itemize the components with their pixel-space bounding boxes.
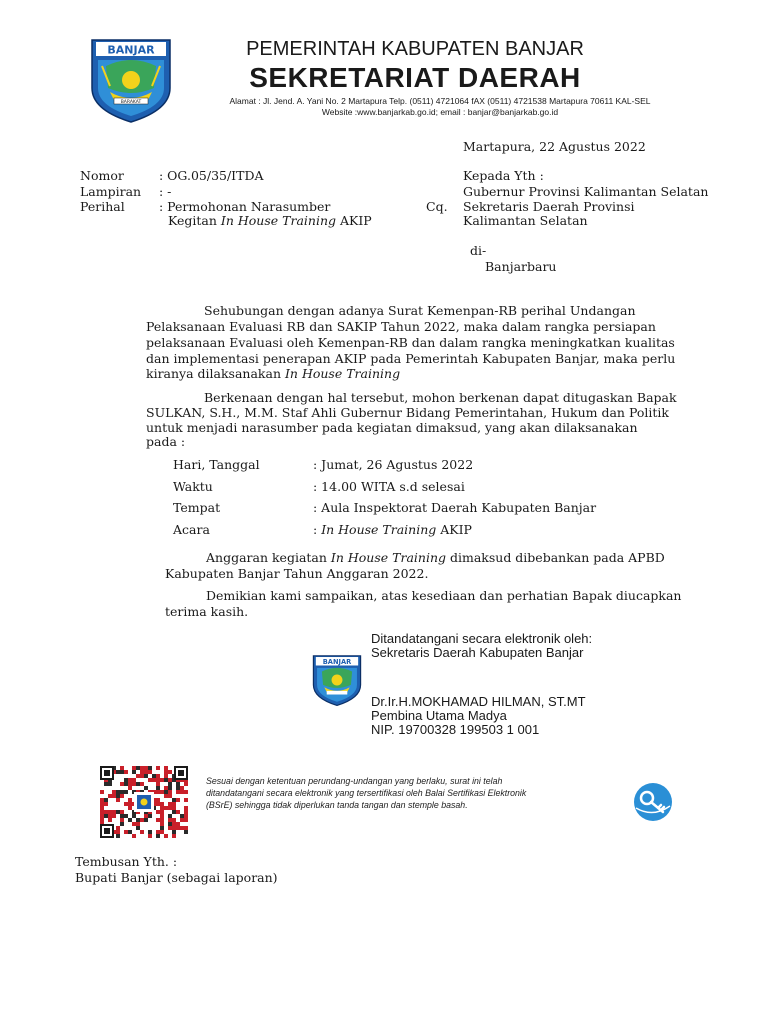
paragraph-2-line2: SULKAN, S.H., M.M. Staf Ahli Gubernur Bidang Pemerintahan, Hukum dan Politik bbox=[146, 405, 669, 420]
nomor-value: : OG.05/35/ITDA bbox=[159, 168, 264, 183]
letter-date: Martapura, 22 Agustus 2022 bbox=[463, 139, 646, 154]
header-government-name: PEMERINTAH KABUPATEN BANJAR bbox=[246, 38, 584, 60]
recipient-place: Banjarbaru bbox=[485, 259, 557, 274]
nomor-label: Nomor bbox=[80, 168, 124, 183]
recipient-line2: Sekretaris Daerah Provinsi bbox=[463, 199, 635, 214]
perihal-value-line2: Kegitan In House Training AKIP bbox=[168, 213, 372, 228]
paragraph-3-line1: Anggaran kegiatan In House Training dimaksud dibebankan pada APBD bbox=[206, 550, 665, 565]
schedule-value-date: : Jumat, 26 Agustus 2022 bbox=[313, 457, 474, 472]
paragraph-1-line3: pelaksanaan Evaluasi oleh Kemenpan-RB dan dalam rangka meningkatkan kualitas bbox=[146, 335, 675, 350]
paragraph-3-line2: Kabupaten Banjar Tahun Anggaran 2022. bbox=[165, 566, 429, 581]
header-address: Alamat : Jl. Jend. A. Yani No. 2 Martapura Telp. (0511) 4721064 fAX (0511) 4721538 Martapura 70611 KAL-SEL bbox=[229, 96, 651, 106]
signature-emblem-title: BANJAR bbox=[322, 657, 352, 666]
perihal-value-line1: : Permohonan Narasumber bbox=[159, 199, 331, 214]
schedule-label-time: Waktu bbox=[173, 479, 213, 494]
bsre-logo-icon bbox=[630, 782, 676, 822]
tembusan-item: Bupati Banjar (sebagai laporan) bbox=[75, 870, 278, 885]
signature-line2: Sekretaris Daerah Kabupaten Banjar bbox=[371, 645, 584, 660]
paragraph-4-line2: terima kasih. bbox=[165, 604, 249, 619]
tembusan-title: Tembusan Yth. : bbox=[75, 854, 178, 869]
paragraph-1-line4: dan implementasi penerapan AKIP pada Pemerintah Kabupaten Banjar, maka perlu bbox=[146, 351, 676, 366]
recipient-cq: Cq. bbox=[426, 199, 448, 214]
signature-line1: Ditandatangani secara elektronik oleh: bbox=[371, 631, 593, 646]
signer-name: Dr.Ir.H.MOKHAMAD HILMAN, ST.MT bbox=[371, 694, 586, 709]
signature-emblem bbox=[311, 648, 363, 712]
recipient-line3: Kalimantan Selatan bbox=[463, 213, 588, 228]
qr-code[interactable] bbox=[100, 766, 188, 838]
paragraph-2-line1: Berkenaan dengan hal tersebut, mohon berkenan dapat ditugaskan Bapak bbox=[204, 390, 677, 405]
paragraph-4-line1: Demikian kami sampaikan, atas kesediaan dan perhatian Bapak diucapkan bbox=[206, 588, 682, 603]
header-website: Website :www.banjarkab.go.id; email : banjar@banjarkab.go.id bbox=[321, 107, 559, 117]
notice-line1: Sesuai dengan ketentuan perundang-undangan yang berlaku, surat ini telah bbox=[206, 776, 503, 786]
signer-rank: Pembina Utama Madya bbox=[371, 708, 507, 723]
schedule-value-place: : Aula Inspektorat Daerah Kabupaten Banjar bbox=[313, 500, 597, 515]
recipient-line1: Gubernur Provinsi Kalimantan Selatan bbox=[463, 184, 709, 199]
recipient-di: di- bbox=[470, 243, 487, 258]
schedule-label-event: Acara bbox=[173, 522, 210, 537]
header-office-name: SEKRETARIAT DAERAH bbox=[249, 62, 581, 93]
notice-line3: (BSrE) sehingga tidak diperlukan tanda tangan dan stemple basah. bbox=[206, 800, 468, 810]
lampiran-label: Lampiran bbox=[80, 184, 142, 199]
schedule-value-event: : In House Training AKIP bbox=[313, 522, 472, 537]
emblem-title: BANJAR bbox=[107, 43, 155, 57]
notice-line2: ditandatangani secara elektronik yang tersertifikasi oleh Balai Sertifikasi Elektronik bbox=[206, 788, 527, 798]
schedule-label-date: Hari, Tanggal bbox=[173, 457, 260, 472]
paragraph-1-line1: Sehubungan dengan adanya Surat Kemenpan-RB perihal Undangan bbox=[204, 303, 636, 318]
paragraph-2-line3: untuk menjadi narasumber pada kegiatan dimaksud, yang akan dilaksanakan bbox=[146, 420, 638, 435]
schedule-label-place: Tempat bbox=[173, 500, 221, 515]
signer-nip: NIP. 19700328 199503 1 001 bbox=[371, 722, 540, 737]
lampiran-value: : - bbox=[159, 184, 172, 199]
emblem-ribbon: BARAKAT bbox=[120, 100, 142, 105]
schedule-value-time: : 14.00 WITA s.d selesai bbox=[313, 479, 465, 494]
recipient-kepada: Kepada Yth : bbox=[463, 168, 544, 183]
paragraph-1-line5: kiranya dilaksanakan In House Training bbox=[146, 366, 401, 381]
electronic-signature-notice bbox=[206, 775, 526, 811]
perihal-label: Perihal bbox=[80, 199, 125, 214]
paragraph-1-line2: Pelaksanaan Evaluasi RB dan SAKIP Tahun 2022, maka dalam rangka persiapan bbox=[146, 319, 656, 334]
paragraph-2-line4: pada : bbox=[146, 434, 186, 449]
